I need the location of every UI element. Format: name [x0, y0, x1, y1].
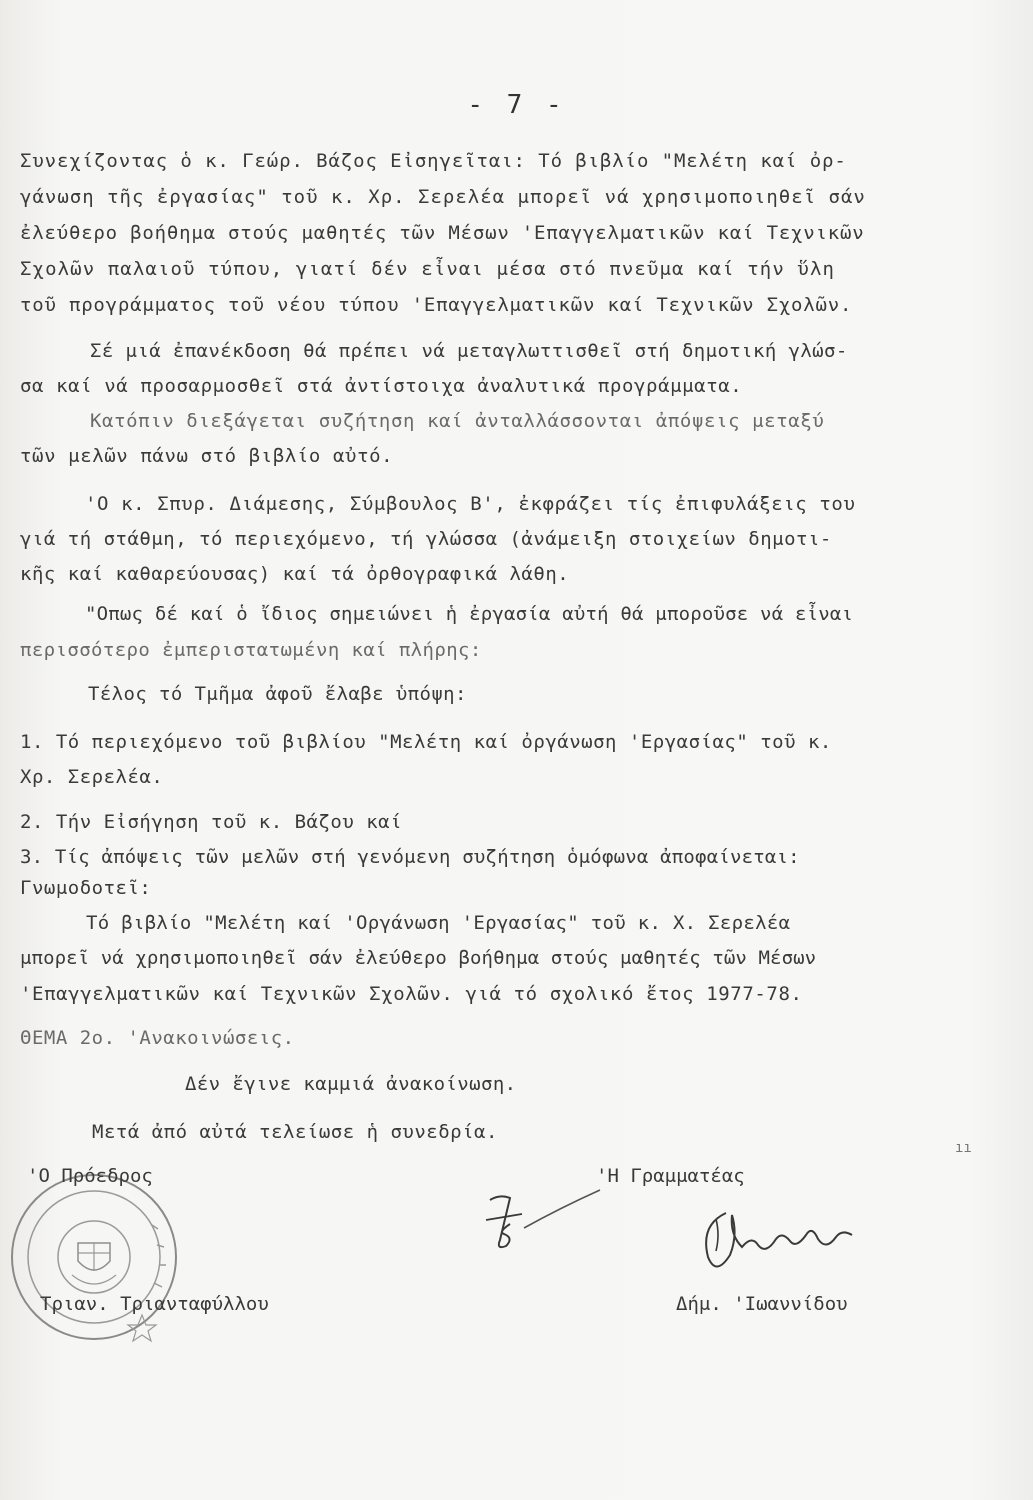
body-line: Τέλος τό Τμῆμα ἀφοῦ ἔλαβε ὑπόψη: [88, 683, 467, 705]
official-seal-stamp [2, 1165, 187, 1350]
body-line: Τό βιβλίο "Μελέτη καί 'Οργάνωση 'Εργασίας" τοῦ κ. Χ. Σερελέα [86, 912, 791, 934]
body-line: Σχολῶν παλαιοῦ τύπου, γιατί δέν εἶναι μέσα στό πνεῦμα καί τήν ὕλη [20, 258, 836, 280]
signature-name-secretary: Δήμ. 'Ιωαννίδου [676, 1293, 848, 1315]
body-line: γάνωση τῆς ἐργασίας" τοῦ κ. Χρ. Σερελέα μπορεῖ νά χρησιμοποιηθεῖ σάν [20, 186, 866, 208]
signature-name-president: Τριαν. Τριανταφύλλου [40, 1293, 269, 1315]
body-line: κῆς καί καθαρεύουσας) καί τά ὀρθογραφικά λάθη. [20, 563, 570, 585]
signature-title-president: 'Ο Πρόεδρος [27, 1165, 153, 1187]
body-line: 'Ο κ. Σπυρ. Διάμεσης, Σύμβουλος Β', ἐκφράζει τίς ἐπιφυλάξεις του [85, 493, 856, 515]
body-line: Μετά ἀπό αὐτά τελείωσε ἡ συνεδρία. [92, 1121, 498, 1143]
body-line: 2. Τήν Εἰσήγηση τοῦ κ. Βάζου καί [20, 811, 403, 833]
body-line: Γνωμοδοτεῖ: [20, 877, 152, 899]
margin-mark: ıı [955, 1140, 972, 1156]
body-line: Χρ. Σερελέα. [20, 766, 164, 788]
secretary-signature [686, 1195, 886, 1285]
body-line: μπορεῖ νά χρησιμοποιηθεῖ σάν ἐλεύθερο βοήθημα στούς μαθητές τῶν Μέσων [20, 947, 817, 969]
body-line: "Οπως δέ καί ὁ ἴδιος σημειώνει ἡ ἐργασία αὐτή θά μποροῦσε νά εἶναι [85, 603, 854, 625]
body-line: γιά τή στάθμη, τό περιεχόμενο, τή γλώσσα (ἀνάμειξη στοιχείων δημοτι- [20, 528, 832, 550]
body-line: 3. Τίς ἀπόψεις τῶν μελῶν στή γενόμενη συζήτηση ὁμόφωνα ἀποφαίνεται: [20, 846, 800, 868]
body-line: τοῦ προγράμματος τοῦ νέου τύπου 'Επαγγελματικῶν καί Τεχνικῶν Σχολῶν. [20, 294, 853, 316]
president-signature [470, 1180, 610, 1260]
body-line: τῶν μελῶν πάνω στό βιβλίο αὐτό. [20, 445, 394, 467]
body-line: ΘΕΜΑ 2ο. 'Ανακοινώσεις. [20, 1027, 295, 1049]
body-line: Κατόπιν διεξάγεται συζήτηση καί ἀνταλλάσσονται ἀπόψεις μεταξύ [90, 410, 825, 432]
body-line: Δέν ἔγινε καμμιά ἀνακοίνωση. [185, 1073, 517, 1095]
body-line: ἐλεύθερο βοήθημα στούς μαθητές τῶν Μέσων 'Επαγγελματικῶν καί Τεχνικῶν [20, 222, 865, 244]
body-line: περισσότερο ἐμπεριστατωμένη καί πλήρης: [20, 639, 482, 661]
body-line: Σέ μιά ἐπανέκδοση θά πρέπει νά μεταγλωττισθεῖ στή δημοτική γλώσ- [90, 340, 848, 362]
body-line: 'Επαγγελματικῶν καί Τεχνικῶν Σχολῶν. γιά τό σχολικό ἔτος 1977-78. [20, 983, 803, 1005]
body-line: 1. Τό περιεχόμενο τοῦ βιβλίου "Μελέτη καί ὀργάνωση 'Εργασίας" τοῦ κ. [20, 731, 832, 753]
signature-title-secretary: 'Η Γραμματέας [596, 1165, 745, 1187]
body-line: σα καί νά προσαρμοσθεῖ στά ἀντίστοιχα ἀναλυτικά προγράμματα. [20, 375, 743, 397]
body-line: Συνεχίζοντας ὁ κ. Γεώρ. Βάζος Εἰσηγεῖται: Τό βιβλίο "Μελέτη καί ὀρ- [20, 150, 847, 172]
page-number: - 7 - [467, 90, 566, 120]
